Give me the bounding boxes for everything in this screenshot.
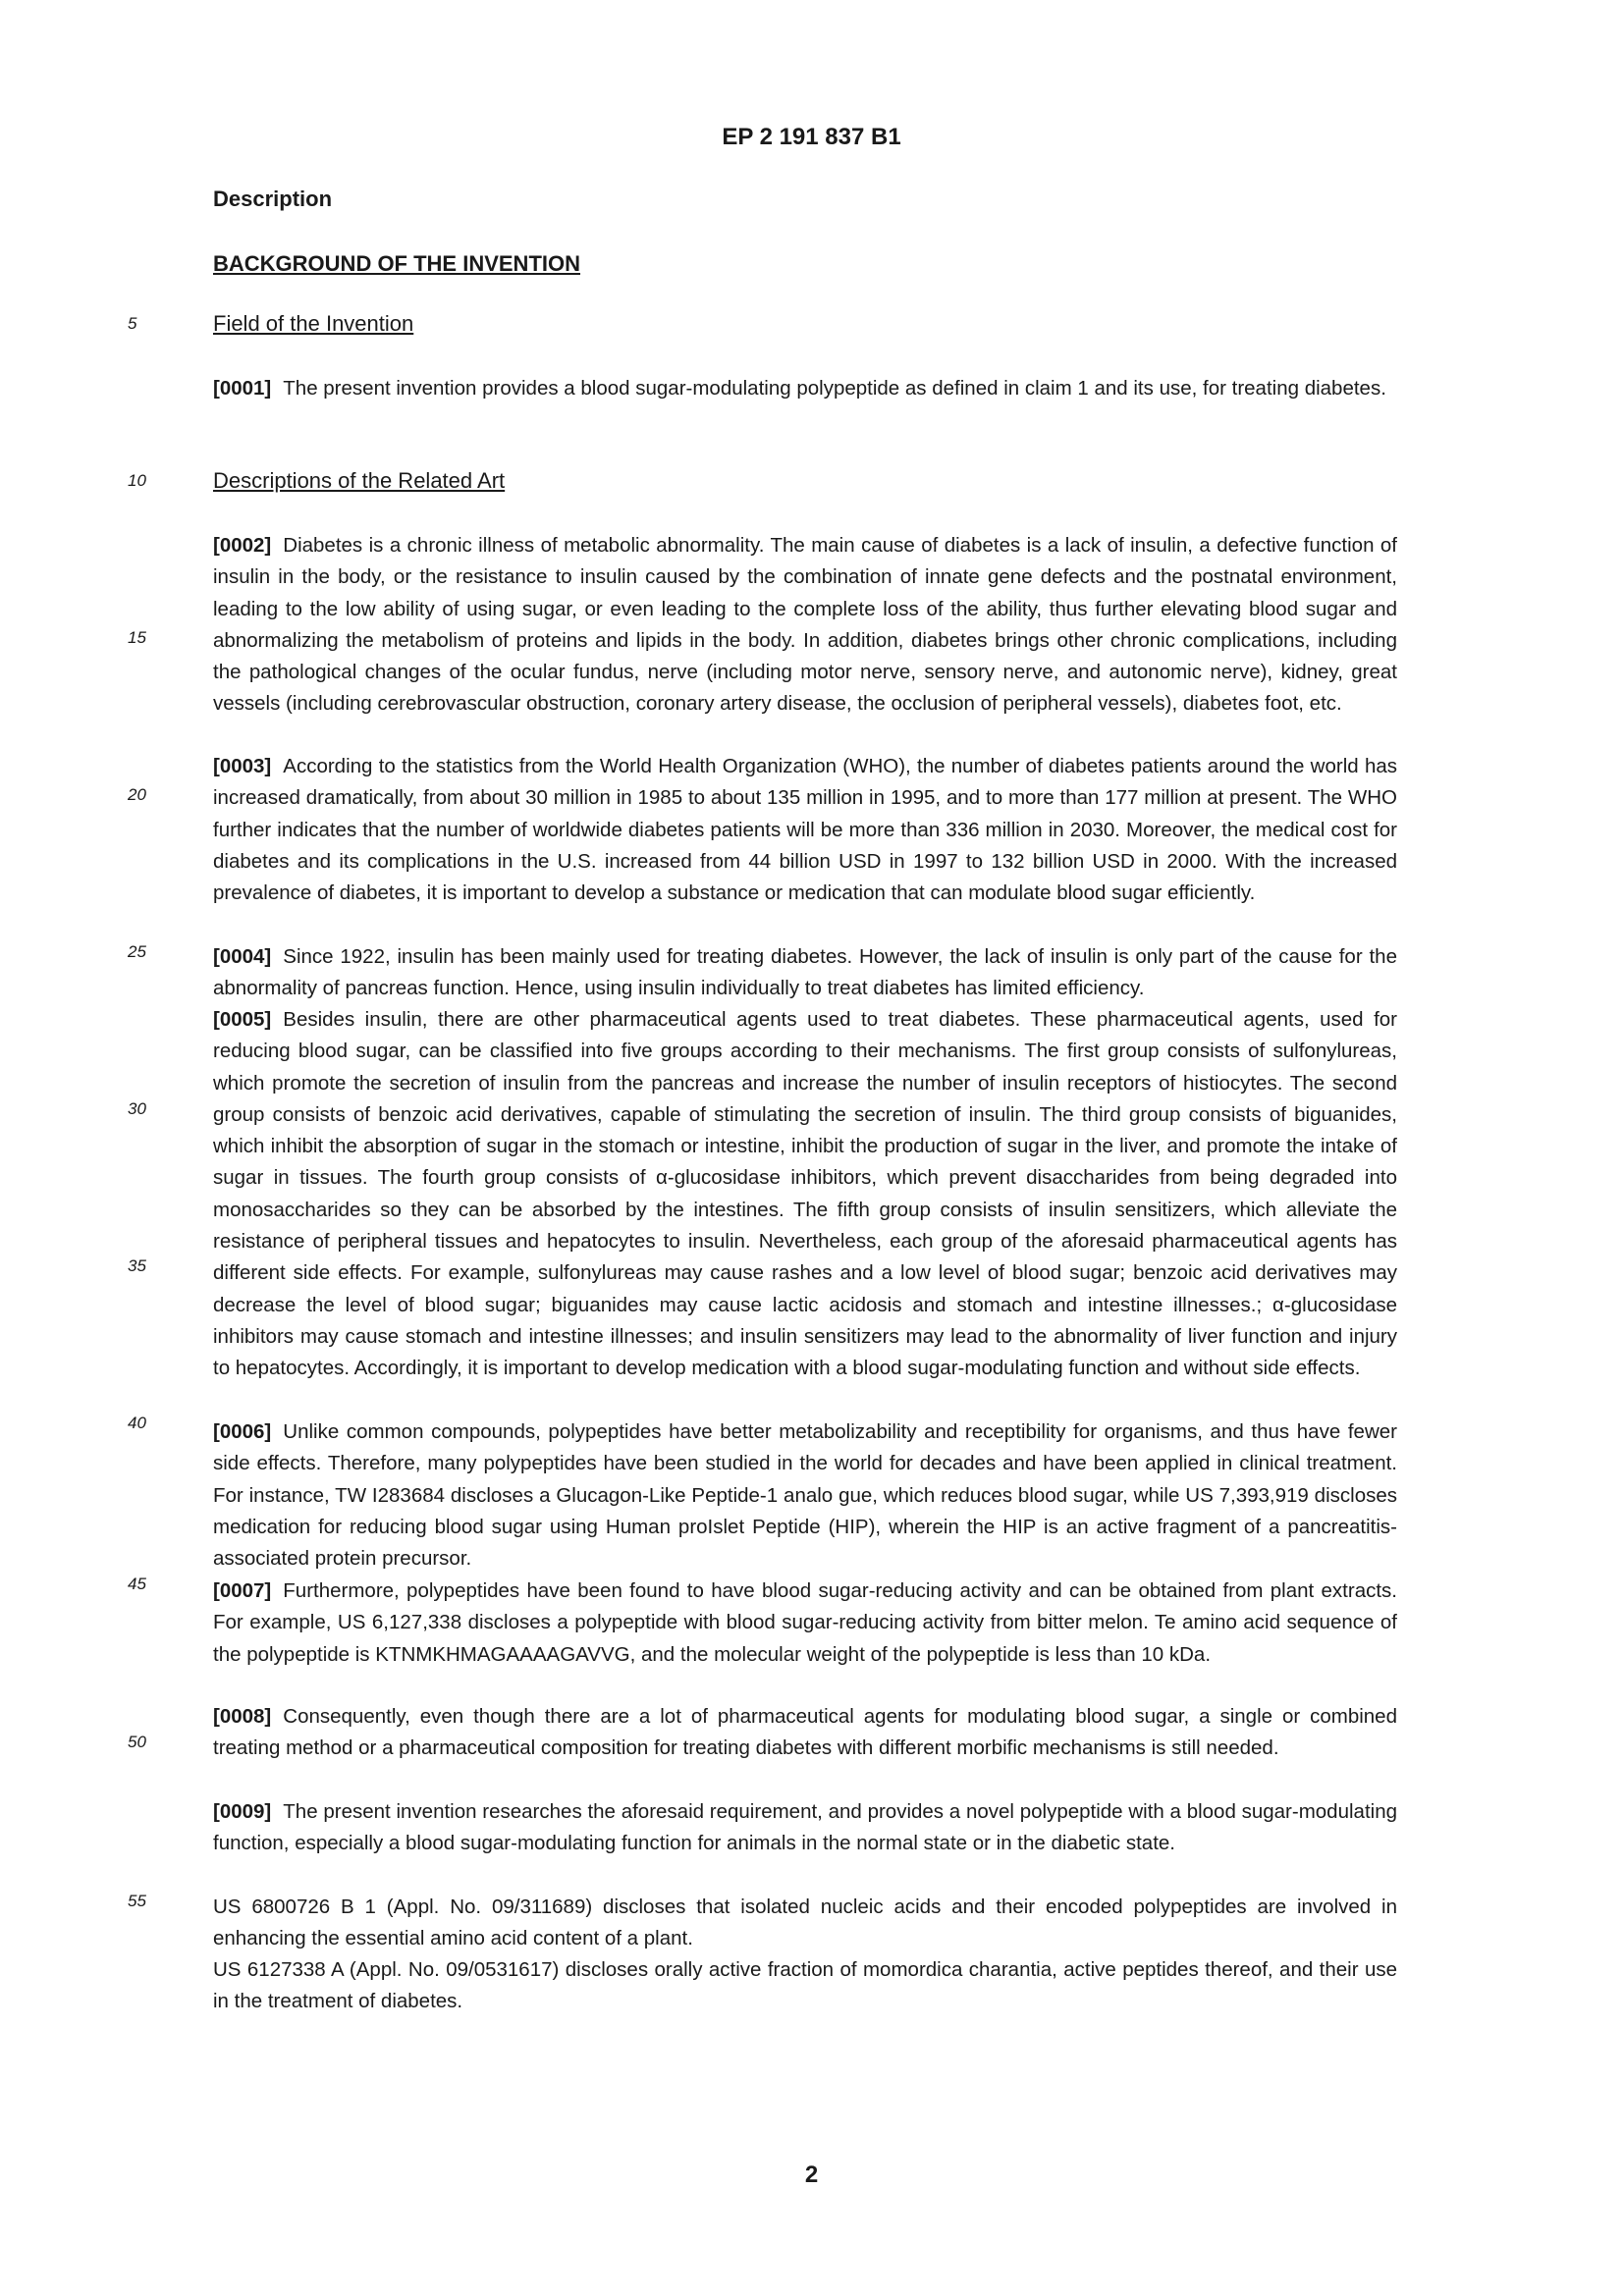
subheading-field: Field of the Invention <box>213 311 414 336</box>
line-number: 20 <box>128 785 146 804</box>
paragraph-number: [0003] <box>213 755 272 777</box>
subheading-related-art: Descriptions of the Related Art <box>213 468 506 493</box>
paragraph-number: [0005] <box>213 1008 272 1031</box>
paragraph-0006 <box>213 1416 1397 1575</box>
line-number: 45 <box>128 1575 146 1593</box>
line-number: 25 <box>128 942 146 961</box>
paragraph-text: According to the statistics from the World Health Organization (WHO), the number of diabetes patients around the world has increased dramatically, from about 30 million in 1985 to about 135 million in 1995, and to more than 177 million at present. The WHO further indicates that the number of worldwide diabetes patients will be more than 336 million in 2030. Moreover, the medical cost for diabetes and its complications in the U.S. increased from 44 billion USD in 1997 to 132 billion USD in 2000. With the increased prevalence of diabetes, it is important to develop a substance or medication that can modulate blood sugar efficiently. <box>213 755 1397 905</box>
paragraph-0004 <box>213 941 1397 1005</box>
paragraph-text: Furthermore, polypeptides have been found to have blood sugar-reducing activity and can be obtained from plant extracts. For example, US 6,127,338 discloses a polypeptide with blood sugar-reducing activity from bitter melon. Te amino acid sequence of the polypeptide is KTNMKHMAGAAAAGAVVG, and the molecular weight of the polypeptide is less than 10 kDa. <box>213 1579 1397 1666</box>
citation-text: US 6127338 A (Appl. No. 09/0531617) discloses orally active fraction of momordica charantia, active peptides thereof, and their use in the treatment of diabetes. <box>213 1958 1397 2013</box>
patent-number-header: EP 2 191 837 B1 <box>722 124 901 150</box>
paragraph-0008 <box>213 1701 1397 1765</box>
paragraph-text: Diabetes is a chronic illness of metabolic abnormality. The main cause of diabetes is a lack of insulin, a defective function of insulin in the body, or the resistance to insulin caused by the combination of innate gene defects and the postnatal environment, leading to the low ability of using sugar, or even leading to the complete loss of the ability, thus further elevating blood sugar and abnormalizing the metabolism of proteins and lipids in the body. In addition, diabetes brings other chronic complications, including the pathological changes of the ocular fundus, nerve (including motor nerve, sensory nerve, and autonomic nerve), kidney, great vessels (including cerebrovascular obstruction, coronary artery disease, the occlusion of peripheral vessels), diabetes foot, etc. <box>213 534 1397 716</box>
paragraph-number: [0001] <box>213 377 272 400</box>
paragraph-0005 <box>213 1004 1397 1385</box>
citation-us6800726 <box>213 1892 1397 1955</box>
paragraph-number: [0007] <box>213 1579 272 1602</box>
citation-us6127338 <box>213 1954 1397 2018</box>
paragraph-text: The present invention provides a blood sugar-modulating polypeptide as defined in claim 1 and its use, for treating diabetes. <box>283 377 1386 400</box>
paragraph-0007 <box>213 1575 1397 1671</box>
main-heading: BACKGROUND OF THE INVENTION <box>213 251 580 276</box>
section-title: Description <box>213 187 333 211</box>
paragraph-text: The present invention researches the aforesaid requirement, and provides a novel polypeptide with a blood sugar-modulating function, especially a blood sugar-modulating function for animals in the normal state or in the diabetic state. <box>213 1800 1397 1855</box>
page-number: 2 <box>804 2162 819 2188</box>
line-number: 50 <box>128 1733 146 1751</box>
paragraph-0003 <box>213 751 1397 909</box>
line-number: 55 <box>128 1892 146 1910</box>
paragraph-number: [0006] <box>213 1420 272 1443</box>
paragraph-number: [0008] <box>213 1705 272 1728</box>
paragraph-text: Besides insulin, there are other pharmaceutical agents used to treat diabetes. These pharmaceutical agents, used for reducing blood sugar, can be classified into five groups according to their mechanisms. The first group consists of sulfonylureas, which promote the secretion of insulin from the pancreas and increase the number of insulin receptors of histiocytes. The second group consists of benzoic acid derivatives, capable of stimulating the secretion of insulin. The third group consists of biguanides, which inhibit the absorption of sugar in the stomach or intestine, inhibit the production of sugar in the liver, and promote the intake of sugar in tissues. The fourth group consists of α-glucosidase inhibitors, which prevent disaccharides from being degraded into monosaccharides so they can be absorbed by the intestines. The fifth group consists of insulin sensitizers, which alleviate the resistance of peripheral tissues and hepatocytes to insulin. Nevertheless, each group of the aforesaid pharmaceutical agents has different side effects. For example, sulfonylureas may cause rashes and a low level of blood sugar; benzoic acid derivatives may decrease the level of blood sugar; biguanides may cause lactic acidosis and stomach and intestine illnesses.; α-glucosidase inhibitors may cause stomach and intestine illnesses; and insulin sensitizers may lead to the abnormality of liver function and injury to hepatocytes. Accordingly, it is important to develop medication with a blood sugar-modulating function and without side effects. <box>213 1008 1397 1380</box>
paragraph-text: Unlike common compounds, polypeptides have better metabolizability and receptibility for organisms, and thus have fewer side effects. Therefore, many polypeptides have been studied in the world for decades and have been applied in clinical treatment. For instance, TW I283684 discloses a Glucagon-Like Peptide-1 analo gue, which reduces blood sugar, while US 7,393,919 discloses medication for reducing blood sugar using Human proIslet Peptide (HIP), wherein the HIP is an active fragment of a pancreatitis-associated protein precursor. <box>213 1420 1397 1571</box>
line-number: 35 <box>128 1256 146 1275</box>
line-number: 40 <box>128 1414 146 1432</box>
line-number: 10 <box>128 471 146 490</box>
paragraph-0002 <box>213 530 1397 721</box>
paragraph-number: [0002] <box>213 534 272 557</box>
paragraph-0001 <box>213 373 1397 404</box>
paragraph-number: [0004] <box>213 945 272 968</box>
paragraph-number: [0009] <box>213 1800 272 1823</box>
paragraph-0009 <box>213 1796 1397 1860</box>
line-number: 15 <box>128 628 146 647</box>
line-number: 5 <box>128 314 137 333</box>
paragraph-text: Consequently, even though there are a lot of pharmaceutical agents for modulating blood sugar, a single or combined treating method or a pharmaceutical composition for treating diabetes with different morbific mechanisms is still needed. <box>213 1705 1397 1760</box>
line-number: 30 <box>128 1099 146 1118</box>
citation-text: US 6800726 B 1 (Appl. No. 09/311689) discloses that isolated nucleic acids and their encoded polypeptides are involved in enhancing the essential amino acid content of a plant. <box>213 1896 1397 1950</box>
paragraph-text: Since 1922, insulin has been mainly used for treating diabetes. However, the lack of insulin is only part of the cause for the abnormality of pancreas function. Hence, using insulin individually to treat diabetes has limited efficiency. <box>213 945 1397 1000</box>
